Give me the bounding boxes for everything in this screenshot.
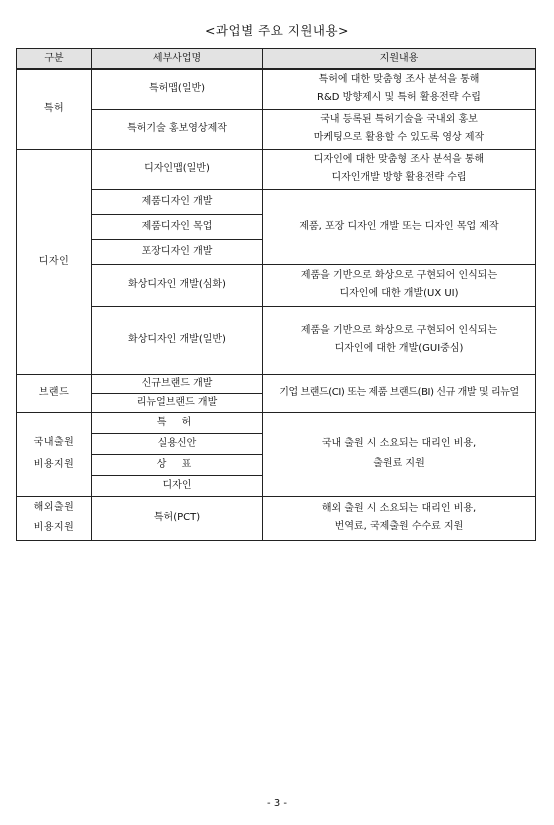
item-cell: 특허(PCT)	[92, 496, 263, 540]
content-text: 제품을 기반으로 화상으로 구현되어 인식되는 디자인에 대한 개발(UX UI)	[300, 270, 498, 299]
category-domestic-filing	[17, 412, 92, 496]
item-cell: 포장디자인 개발	[92, 239, 263, 264]
item-cell: 화상디자인 개발(일반)	[92, 306, 263, 374]
content-text: 국내 등록된 특허기술을 국내외 홍보 마케팅으로 활용할 수 있도록 영상 제작	[313, 114, 485, 143]
table-row	[17, 149, 536, 189]
content-text: 국내 출원 시 소요되는 대리인 비용, 출원료 지원	[321, 438, 477, 469]
content-cell: 제품, 포장 디자인 개발 또는 디자인 목업 제작	[263, 189, 536, 264]
content-text: 해외 출원 시 소요되는 대리인 비용, 번역료, 국제출원 수수료 지원	[321, 503, 477, 532]
header-content: 지원내용	[263, 49, 536, 70]
item-cell: 신규브랜드 개발	[92, 374, 263, 393]
category-text: 국내출원 비용지원	[33, 437, 75, 470]
table-row	[17, 374, 536, 393]
content-cell	[263, 412, 536, 496]
header-item: 세부사업명	[92, 49, 263, 70]
table-row	[17, 189, 536, 214]
item-cell: 특허기술 홍보영상제작	[92, 109, 263, 149]
category-brand: 브랜드	[17, 374, 92, 412]
document-title: <과업별 주요 지원내용>	[204, 23, 350, 38]
category-design: 디자인	[17, 149, 92, 374]
header-category: 구분	[17, 49, 92, 70]
category-text: 해외출원 비용지원	[33, 502, 75, 533]
content-cell	[263, 149, 536, 189]
content-cell	[263, 264, 536, 306]
category-overseas-filing	[17, 496, 92, 540]
item-cell: 제품디자인 개발	[92, 189, 263, 214]
table-row	[17, 412, 536, 433]
content-text: 특허에 대한 맞춤형 조사 분석을 통해 R&D 방향제시 및 특허 활용전략 수립	[317, 74, 481, 104]
item-cell: 실용신안	[92, 433, 263, 454]
content-cell	[263, 69, 536, 109]
item-cell: 디자인	[92, 475, 263, 496]
item-cell: 제품디자인 목업	[92, 214, 263, 239]
item-cell: 리뉴얼브랜드 개발	[92, 393, 263, 412]
content-cell	[263, 306, 536, 374]
content-cell	[263, 496, 536, 540]
content-cell: 기업 브랜드(CI) 또는 제품 브랜드(BI) 신규 개발 및 리뉴얼	[263, 374, 536, 412]
table-row	[17, 109, 536, 149]
table-row	[17, 496, 536, 540]
item-cell: 특허맵(일반)	[92, 69, 263, 109]
support-content-table	[16, 48, 536, 541]
content-text: 제품을 기반으로 화상으로 구현되어 인식되는 디자인에 대한 개발(GUI중심)	[300, 325, 498, 354]
content-text: 디자인에 대한 맞춤형 조사 분석을 통해 디자인개발 방향 활용전략 수립	[313, 154, 485, 183]
item-cell: 상 표	[92, 454, 263, 475]
table-row	[17, 69, 536, 109]
item-cell: 디자인맵(일반)	[92, 149, 263, 189]
item-cell: 특 허	[92, 412, 263, 433]
content-cell	[263, 109, 536, 149]
table-header-row	[17, 49, 536, 70]
table-row	[17, 264, 536, 306]
category-patent: 특허	[17, 69, 92, 149]
page-number: - 3 -	[267, 798, 287, 809]
item-cell: 화상디자인 개발(심화)	[92, 264, 263, 306]
table-row	[17, 306, 536, 374]
